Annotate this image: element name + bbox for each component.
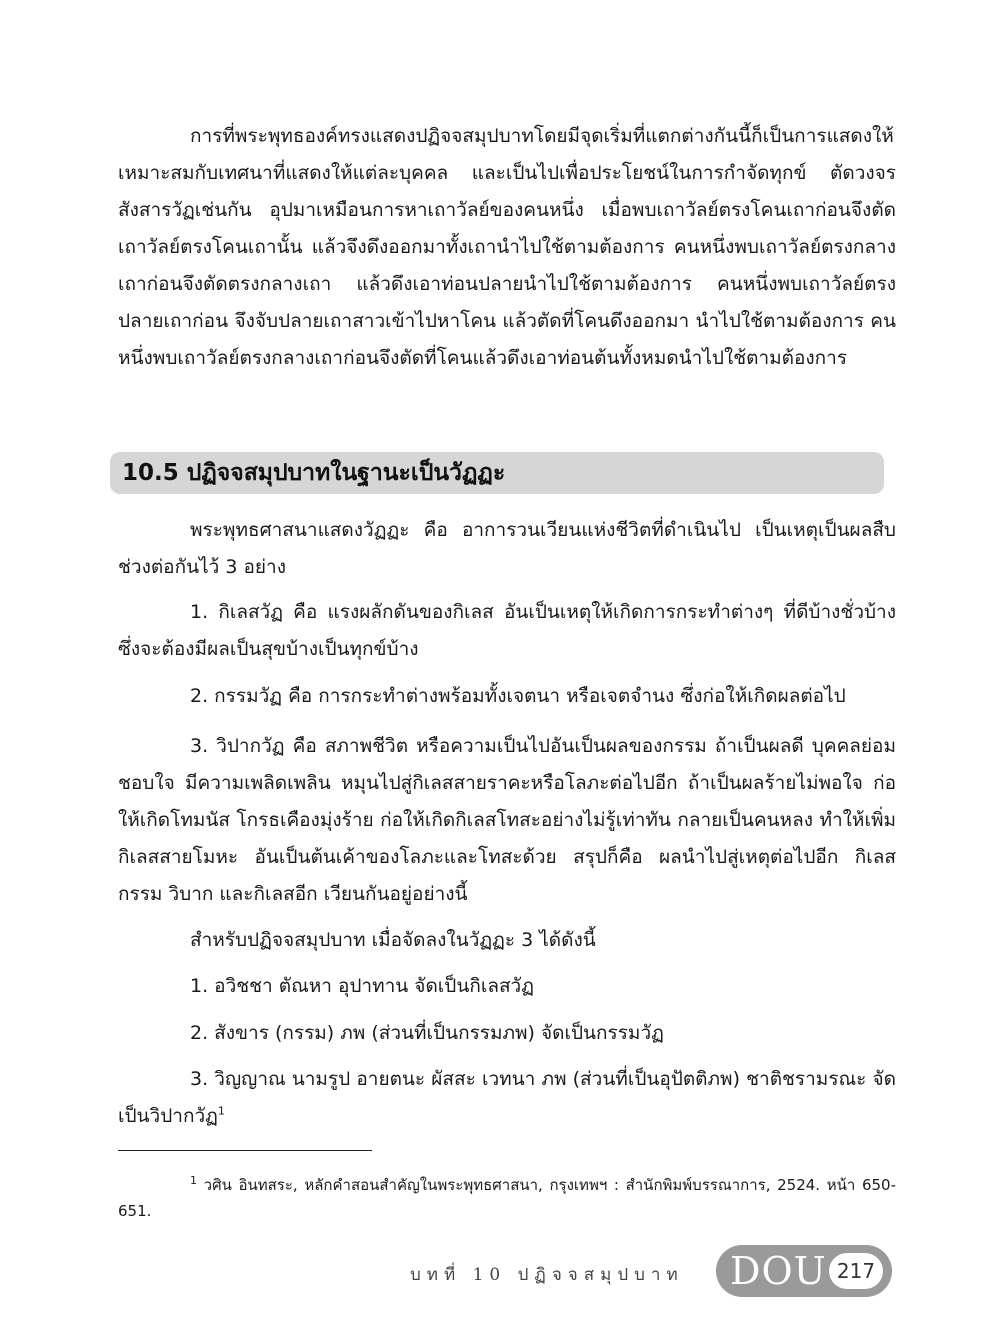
- body-paragraph-8: [118, 1061, 896, 1135]
- footnote-marker: 1: [190, 1174, 197, 1187]
- section-title: 10.5 ปฏิจจสมุปบาทในฐานะเป็นวัฏฏะ: [122, 460, 506, 486]
- body-paragraph-6: 1. อวิชชา ตัณหา อุปาทาน จัดเป็นกิเลสวัฏ: [190, 975, 534, 997]
- body-paragraph-1: พระพุทธศาสนาแสดงวัฏฏะ คือ อาการวนเวียนแห่งชีวิตที่ดำเนินไป เป็นเหตุเป็นผลสืบช่วงต่อกันไว้ 3 อย่าง: [118, 519, 896, 578]
- body-paragraph-3: 2. กรรมวัฏ คือ การกระทำต่างพร้อมทั้งเจตนา หรือเจตจำนง ซึ่งก่อให้เกิดผลต่อไป: [190, 685, 846, 707]
- section-heading-bar: [110, 452, 884, 494]
- chapter-footer: บทที่ 10 ปฏิจจสมุปบาท: [410, 1265, 684, 1285]
- intro-paragraph: การที่พระพุทธองค์ทรงแสดงปฏิจจสมุปบาทโดยมีจุดเริ่มที่แตกต่างกันนี้ก็เป็นการแสดงให้เหมาะสมกับเทศนาที่แสดงให้แต่ละบุคคล และเป็นไปเพื่อประโยชน์ในการกำจัดทุกข์ ตัดวงจรสังสารวัฏเช่นกัน อุปมาเหมือนการหาเถาวัลย์ของคนหนึ่ง เมื่อพบเถาวัลย์ตรงโคนเถาก่อนจึงตัดเถาวัลย์ตรงโคนเถานั้น แล้วจึงดึงออกมาทั้งเถานำไปใช้ตามต้องการ คนหนึ่งพบเถาวัลย์ตรงกลางเถาก่อนจึงตัดตรงกลางเถา แล้วดึงเอาท่อนปลายนำไปใช้ตามต้องการ คนหนึ่งพบเถาวัลย์ตรงปลายเถาก่อน จึงจับปลายเถาสาวเข้าไปหาโคน แล้วตัดที่โคนดึงออกมา นำไปใช้ตามต้องการ คนหนึ่งพบเถาวัลย์ตรงกลางเถาก่อนจึงตัดที่โคนแล้วดึงเอาท่อนต้นทั้งหมดนำไปใช้ตามต้องการ: [118, 125, 896, 369]
- body-paragraph-7: 2. สังขาร (กรรม) ภพ (ส่วนที่เป็นกรรมภพ) จัดเป็นกรรมวัฏ: [190, 1022, 664, 1044]
- footnote-reference[interactable]: 1: [217, 1104, 225, 1118]
- page-number: 217: [829, 1253, 883, 1289]
- body-paragraph-2: 1. กิเลสวัฏ คือ แรงผลักดันของกิเลส อันเป็นเหตุให้เกิดการกระทำต่างๆ ที่ดีบ้างชั่วบ้าง ซึ่งจะต้องมีผลเป็นสุขบ้างเป็นทุกข์บ้าง: [118, 601, 896, 660]
- footnote: [118, 1172, 896, 1224]
- body-paragraph-8-text: 3. วิญญาณ นามรูป อายตนะ ผัสสะ เวทนา ภพ (ส่วนที่เป็นอุปัตติภพ) ชาติชรามรณะ จัดเป็นวิปากวัฏ: [118, 1068, 896, 1127]
- dou-badge: [716, 1245, 892, 1297]
- body-paragraph-4: 3. วิปากวัฏ คือ สภาพชีวิต หรือความเป็นไปอันเป็นผลของกรรม ถ้าเป็นผลดี บุคคลย่อมชอบใจ มีความเพลิดเพลิน หมุนไปสู่กิเลสสายราคะหรือโลภะต่อไปอีก ถ้าเป็นผลร้ายไม่พอใจ ก่อให้เกิดโทมนัส โกรธเคืองมุ่งร้าย ก่อให้เกิดกิเลสโทสะอย่างไม่รู้เท่าทัน กลายเป็นคนหลง ทำให้เพิ่มกิเลสสายโมหะ อันเป็นต้นเค้าของโลภะและโทสะด้วย สรุปก็คือ ผลนำไปสู่เหตุต่อไปอีก กิเลส กรรม วิบาก และกิเลสอีก เวียนกันอยู่อย่างนี้: [118, 735, 896, 905]
- dou-logo: DOU: [730, 1249, 827, 1293]
- body-paragraph-5: สำหรับปฏิจจสมุปบาท เมื่อจัดลงในวัฏฏะ 3 ได้ดังนี้: [190, 929, 596, 951]
- footnote-divider: [118, 1150, 372, 1151]
- footnote-text: วศิน อินทสระ, หลักคำสอนสำคัญในพระพุทธศาสนา, กรุงเทพฯ : สำนักพิมพ์บรรณาการ, 2524. หน้า 650-651.: [118, 1176, 896, 1220]
